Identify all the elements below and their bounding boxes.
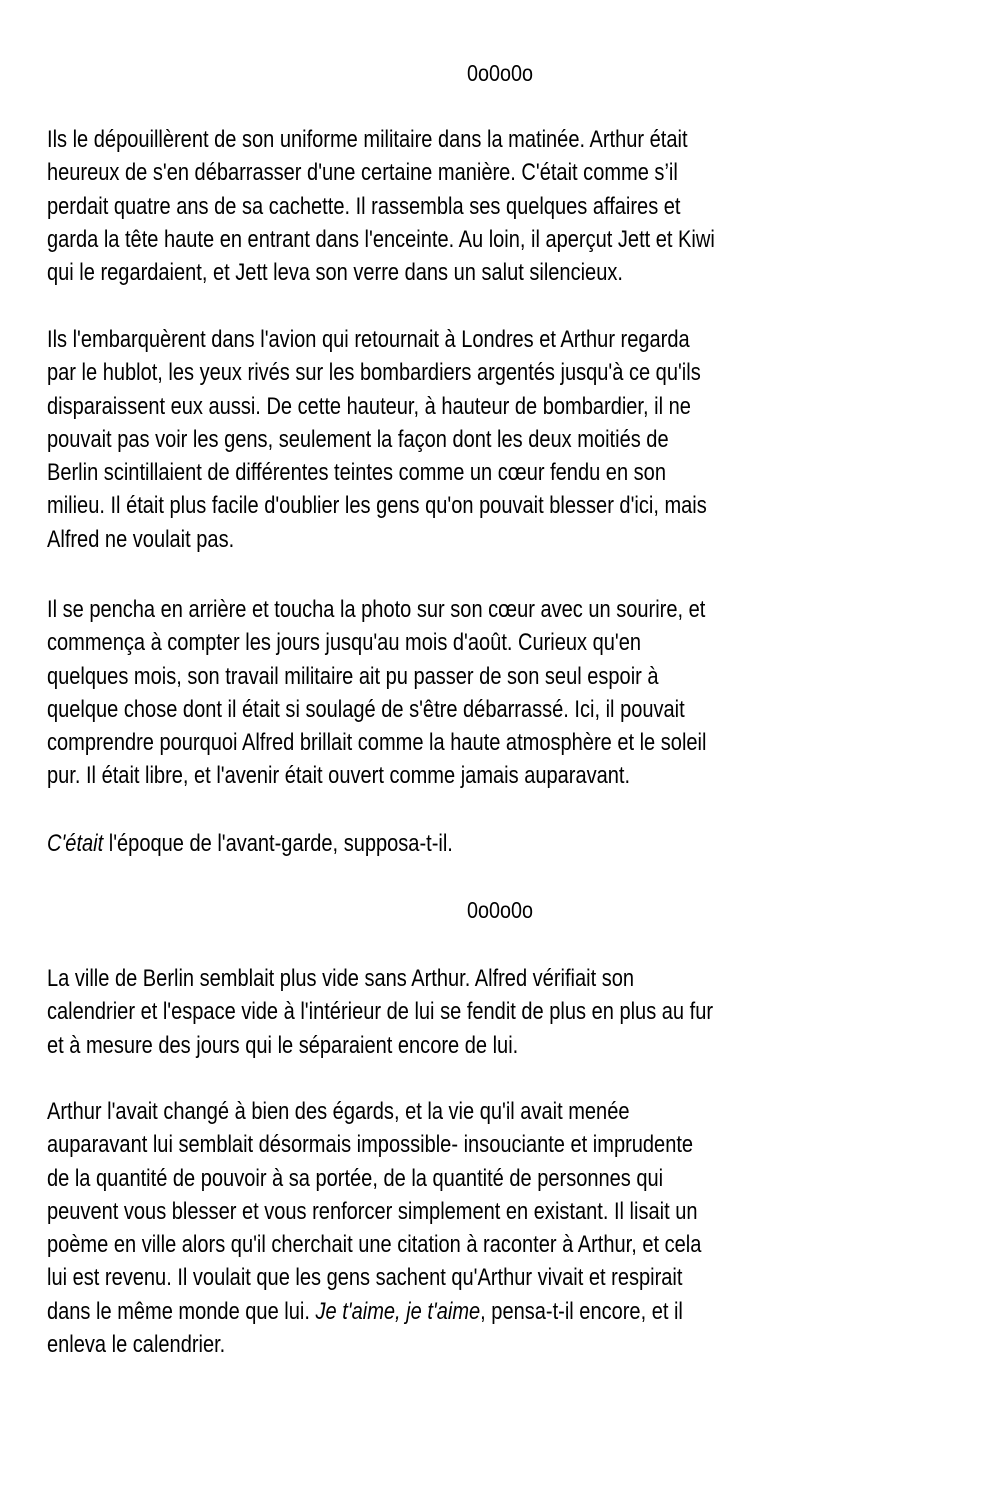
text-line: comprendre pourquoi Alfred brillait comme la haute atmosphère et le soleil	[47, 729, 707, 757]
paragraph-3	[47, 593, 1000, 793]
text-line: peuvent vous blesser et vous renforcer simplement en existant. Il lisait un	[47, 1197, 698, 1225]
text-line	[47, 1295, 966, 1328]
text-line: quelques mois, son travail militaire ait pu passer de son seul espoir à	[47, 662, 659, 690]
paragraph-6	[47, 1095, 1000, 1361]
paragraph-1	[47, 123, 1000, 289]
text-line: heureux de s'en débarrasser d'une certaine manière. C'était comme s’il	[47, 159, 678, 187]
text-line: garda la tête haute en entrant dans l'enceinte. Au loin, il aperçut Jett et Kiwi	[47, 225, 715, 253]
text-run: , pensa-t-il encore, et il	[480, 1297, 683, 1325]
text-run: l'époque de l'avant-garde, supposa-t-il.	[103, 830, 453, 857]
text-line: lui est revenu. Il voulait que les gens sachent qu'Arthur vivait et respirait	[47, 1264, 683, 1292]
text-run: dans le même monde que lui.	[47, 1297, 316, 1325]
text-line: Berlin scintillaient de différentes teintes comme un cœur fendu en son	[47, 459, 666, 487]
section-separator: 0o0o0o	[466, 897, 534, 923]
text-line: pouvait pas voir les gens, seulement la façon dont les deux moitiés de	[47, 425, 669, 453]
text-line: Ils l'embarquèrent dans l'avion qui retournait à Londres et Arthur regarda	[47, 326, 690, 353]
italic-text: C'était	[47, 830, 104, 857]
text-line: de la quantité de pouvoir à sa portée, de la quantité de personnes qui	[47, 1164, 664, 1192]
text-line	[47, 827, 966, 860]
text-line: perdait quatre ans de sa cachette. Il rassembla ses quelques affaires et	[47, 192, 681, 220]
section-separator: 0o0o0o	[466, 60, 534, 86]
text-line: disparaissent eux aussi. De cette hauteur, à hauteur de bombardier, il ne	[47, 392, 691, 420]
text-line: pur. Il était libre, et l'avenir était ouvert comme jamais auparavant.	[47, 762, 631, 790]
text-line: Alfred ne voulait pas.	[47, 525, 235, 553]
paragraph-5	[47, 962, 1000, 1062]
paragraph-2	[47, 323, 1000, 556]
text-line: Ils le dépouillèrent de son uniforme militaire dans la matinée. Arthur était	[47, 126, 688, 153]
text-line: milieu. Il était plus facile d'oublier les gens qu'on pouvait blesser d'ici, mais	[47, 492, 707, 520]
text-line: calendrier et l'espace vide à l'intérieur de lui se fendit de plus en plus au fur	[47, 998, 714, 1026]
paragraph-4	[47, 827, 1000, 860]
text-line: Il se pencha en arrière et toucha la photo sur son cœur avec un sourire, et	[47, 596, 706, 623]
text-line: commença à compter les jours jusqu'au mois d'août. Curieux qu'en	[47, 629, 642, 657]
text-line: La ville de Berlin semblait plus vide sans Arthur. Alfred vérifiait son	[47, 965, 635, 992]
text-line: par le hublot, les yeux rivés sur les bombardiers argentés jusqu'à ce qu'ils	[47, 359, 701, 387]
text-line: qui le regardaient, et Jett leva son verre dans un salut silencieux.	[47, 259, 623, 287]
text-line: poème en ville alors qu'il cherchait une citation à raconter à Arthur, et cela	[47, 1231, 702, 1259]
italic-text: Je t'aime, je t'aime	[315, 1297, 481, 1325]
text-line: et à mesure des jours qui le séparaient encore de lui.	[47, 1031, 519, 1059]
text-line: quelque chose dont il était si soulagé de s'être débarrassé. Ici, il pouvait	[47, 695, 685, 723]
text-line: enleva le calendrier.	[47, 1331, 226, 1359]
text-line: auparavant lui semblait désormais impossible- insouciante et imprudente	[47, 1131, 694, 1159]
text-line: Arthur l'avait changé à bien des égards, et la vie qu'il avait menée	[47, 1098, 630, 1125]
